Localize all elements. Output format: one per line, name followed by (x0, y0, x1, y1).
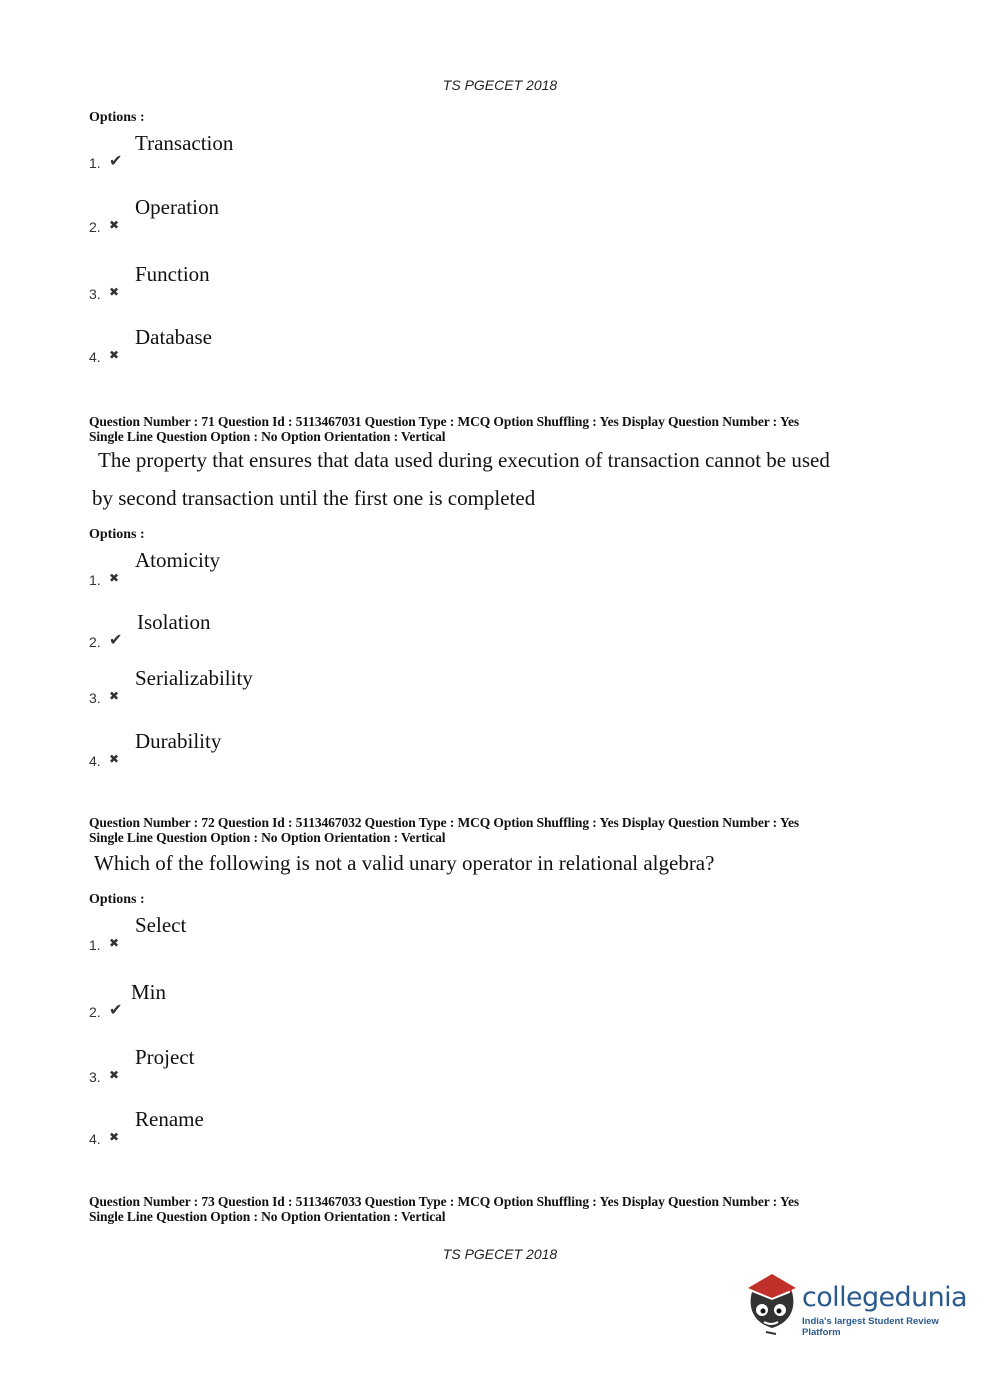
page-header: TS PGECET 2018 (442, 77, 558, 93)
option-text: Function (135, 262, 210, 286)
check-icon: ✔ (109, 1000, 123, 1019)
option-text: Atomicity (135, 548, 221, 572)
check-icon: ✔ (109, 151, 123, 170)
option-text: Select (135, 913, 187, 937)
question-text: by second transaction until the first one is completed (92, 486, 536, 510)
option-4 (89, 729, 489, 769)
option-text: Database (135, 325, 212, 349)
option-text: Transaction (135, 131, 234, 155)
option-4 (89, 1107, 489, 1147)
question-text: Which of the following is not a valid unary operator in relational algebra? (94, 851, 715, 875)
option-number: 2. (89, 219, 101, 235)
mascot-icon (742, 1270, 802, 1340)
question-meta-line: Question Number : 72 Question Id : 5113467032 Question Type : MCQ Option Shuffling : Yes Display Question Number : Yes (89, 815, 800, 830)
brand-tagline: India's largest Student Review Platform (802, 1316, 939, 1338)
option-3 (89, 262, 489, 302)
option-number: 3. (89, 690, 101, 706)
option-text: Durability (135, 729, 222, 753)
option-number: 3. (89, 286, 101, 302)
option-number: 2. (89, 634, 101, 650)
option-text: Serializability (135, 666, 253, 690)
option-4 (89, 325, 489, 365)
cross-icon: ✖ (109, 285, 120, 299)
option-3 (89, 666, 489, 706)
check-icon: ✔ (109, 630, 123, 649)
option-text: Rename (135, 1107, 204, 1131)
option-number: 4. (89, 753, 101, 769)
question-meta (89, 1194, 909, 1224)
cross-icon: ✖ (109, 1130, 120, 1144)
question-meta-line: Single Line Question Option : No Option Orientation : Vertical (89, 429, 446, 444)
option-3 (89, 1045, 489, 1085)
option-2 (89, 980, 489, 1020)
question-meta-line: Single Line Question Option : No Option Orientation : Vertical (89, 830, 446, 845)
page-footer: TS PGECET 2018 (442, 1246, 558, 1262)
question-meta (89, 414, 909, 444)
question-text: The property that ensures that data used during execution of transaction cannot be used (98, 448, 830, 472)
question-meta-line: Question Number : 73 Question Id : 5113467033 Question Type : MCQ Option Shuffling : Yes Display Question Number : Yes (89, 1194, 800, 1209)
options-label: Options : (89, 110, 145, 125)
option-2 (89, 195, 489, 235)
option-text: Min (131, 980, 167, 1004)
question-meta (89, 815, 909, 845)
options-label: Options : (89, 892, 145, 907)
question-meta-line: Question Number : 71 Question Id : 5113467031 Question Type : MCQ Option Shuffling : Yes Display Question Number : Yes (89, 414, 800, 429)
option-2 (89, 610, 489, 650)
option-text: Operation (135, 195, 219, 219)
cross-icon: ✖ (109, 936, 120, 950)
option-text: Project (135, 1045, 195, 1069)
option-number: 1. (89, 572, 101, 588)
option-number: 3. (89, 1069, 101, 1085)
option-number: 1. (89, 937, 101, 953)
option-1 (89, 913, 489, 953)
cross-icon: ✖ (109, 348, 120, 362)
cross-icon: ✖ (109, 752, 120, 766)
collegedunia-logo (742, 1270, 972, 1340)
option-number: 4. (89, 1131, 101, 1147)
option-number: 4. (89, 349, 101, 365)
brand-name: collegedunia (802, 1282, 967, 1313)
option-number: 1. (89, 155, 101, 171)
cross-icon: ✖ (109, 218, 120, 232)
options-label: Options : (89, 527, 145, 542)
question-meta-line: Single Line Question Option : No Option Orientation : Vertical (89, 1209, 446, 1224)
option-1 (89, 548, 489, 588)
cross-icon: ✖ (109, 1068, 120, 1082)
option-1 (89, 131, 489, 171)
cross-icon: ✖ (109, 571, 120, 585)
cross-icon: ✖ (109, 689, 120, 703)
option-number: 2. (89, 1004, 101, 1020)
option-text: Isolation (137, 610, 211, 634)
